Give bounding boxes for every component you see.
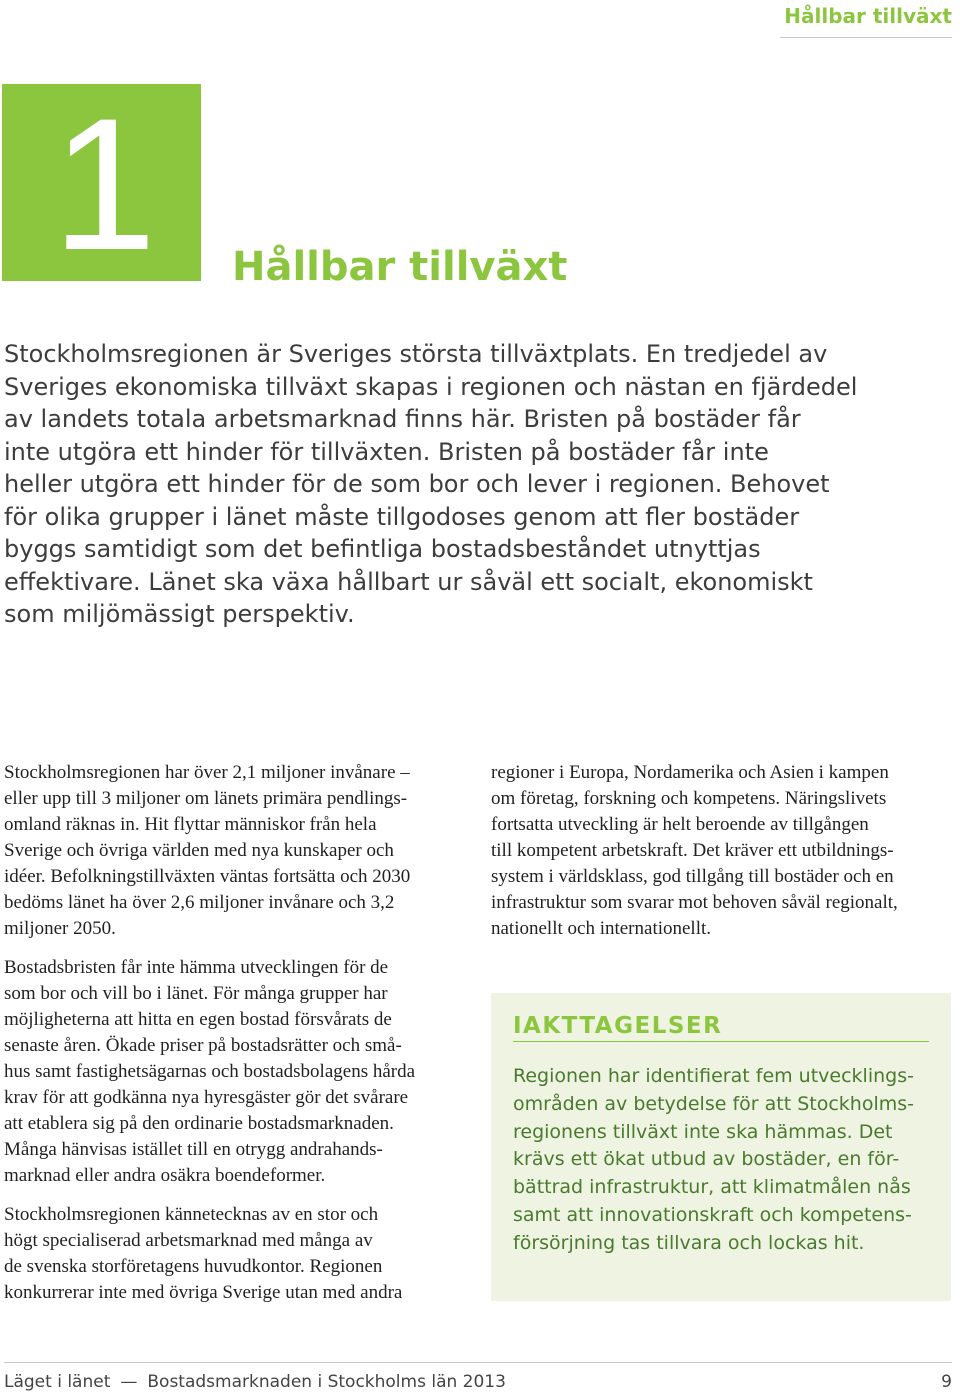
running-header-title: Hållbar tillväxt bbox=[784, 4, 952, 28]
body-line: konkurrerar inte med övriga Sverige utan med andra bbox=[4, 1282, 403, 1303]
body-line: eller upp till 3 miljoner om länets primära pendlings- bbox=[4, 788, 408, 809]
body-line: Sverige och övriga världen med nya kunskaper och bbox=[4, 840, 394, 861]
body-paragraph-competition bbox=[491, 760, 898, 942]
intro-line: som miljömässigt perspektiv. bbox=[4, 600, 355, 628]
body-line: om företag, forskning och kompetens. Näringslivets bbox=[491, 788, 887, 809]
observations-line: bättrad infrastruktur, att klimatmålen nås bbox=[513, 1176, 911, 1199]
body-line: nationellt och internationellt. bbox=[491, 918, 712, 939]
intro-line: inte utgöra ett hinder för tillväxten. Bristen på bostäder får inte bbox=[4, 437, 769, 466]
observations-line: regionens tillväxt inte ska hämmas. Det bbox=[513, 1120, 893, 1143]
intro-line: effektivare. Länet ska växa hållbart ur såväl ett socialt, ekonomiskt bbox=[4, 567, 813, 596]
footer-report-title: Bostadsmarknaden i Stockholms län 2013 bbox=[147, 1372, 506, 1392]
body-paragraph-labour-market bbox=[4, 1202, 402, 1306]
body-line: bedöms länet ha över 2,6 miljoner invånare och 3,2 bbox=[4, 892, 395, 913]
body-line: idéer. Befolkningstillväxten väntas fortsätta och 2030 bbox=[4, 866, 411, 887]
body-line: högt specialiserad arbetsmarknad med många av bbox=[4, 1230, 373, 1251]
observations-line: försörjning tas tillvara och lockas hit. bbox=[513, 1231, 865, 1254]
observations-line: områden av betydelse för att Stockholms- bbox=[513, 1092, 914, 1115]
body-line: Stockholmsregionen har över 2,1 miljoner invånare – bbox=[4, 762, 410, 783]
body-line: regioner i Europa, Nordamerika och Asien i kampen bbox=[491, 762, 889, 783]
observations-box bbox=[491, 993, 951, 1301]
intro-line: heller utgöra ett hinder för de som bor och lever i regionen. Behovet bbox=[4, 470, 830, 498]
body-line: Många hänvisas istället till en otrygg andrahands- bbox=[4, 1139, 383, 1160]
observations-text bbox=[513, 1063, 914, 1258]
intro-line: av landets totala arbetsmarknad finns här. Bristen på bostäder får bbox=[4, 405, 801, 433]
observations-line: samt att innovationskraft och kompetens- bbox=[513, 1203, 912, 1226]
intro-line: Stockholmsregionen är Sveriges största tillväxtplats. En tredjedel av bbox=[4, 340, 828, 368]
body-line: som bor och vill bo i länet. För många grupper har bbox=[4, 983, 388, 1004]
intro-line: byggs samtidigt som det befintliga bostadsbeståndet utnyttjas bbox=[4, 535, 761, 563]
body-line: möjligheterna att hitta en egen bostad försvårats de bbox=[4, 1009, 392, 1030]
body-line: de svenska storföretagens huvudkontor. Regionen bbox=[4, 1256, 383, 1277]
body-paragraph-population bbox=[4, 760, 410, 942]
body-line: infrastruktur som svarar mot behoven såväl regionalt, bbox=[491, 892, 898, 913]
body-line: miljoner 2050. bbox=[4, 918, 116, 939]
intro-paragraph bbox=[4, 338, 858, 631]
body-line: hus samt fastighetsägarnas och bostadsbolagens hårda bbox=[4, 1061, 416, 1082]
body-line: till kompetent arbetskraft. Det kräver ett utbildnings- bbox=[491, 840, 894, 861]
chapter-number: 1 bbox=[52, 84, 151, 281]
body-line: system i världsklass, god tillgång till bostäder och en bbox=[491, 866, 894, 887]
footer-publication: Läget i länet bbox=[4, 1372, 111, 1392]
observations-divider bbox=[513, 1041, 929, 1042]
body-line: marknad eller andra osäkra boendeformer. bbox=[4, 1165, 326, 1186]
intro-line: Sveriges ekonomiska tillväxt skapas i regionen och nästan en fjärdedel bbox=[4, 372, 858, 401]
body-line: att etablera sig på den ordinarie bostadsmarknaden. bbox=[4, 1113, 394, 1134]
body-line: fortsatta utveckling är helt beroende av tillgången bbox=[491, 814, 869, 835]
chapter-number-box bbox=[2, 84, 201, 281]
body-line: omland räknas in. Hit flyttar människor från hela bbox=[4, 814, 377, 835]
body-paragraph-housing-shortage bbox=[4, 955, 415, 1189]
footer-divider bbox=[4, 1362, 952, 1363]
header-divider bbox=[780, 37, 952, 38]
observations-line: krävs ett ökat utbud av bostäder, en för- bbox=[513, 1148, 900, 1171]
page-number: 9 bbox=[941, 1372, 952, 1392]
body-line: Bostadsbristen får inte hämma utvecklingen för de bbox=[4, 957, 389, 978]
body-line: senaste åren. Ökade priser på bostadsrätter och små- bbox=[4, 1035, 402, 1056]
intro-line: för olika grupper i länet måste tillgodoses genom att fler bostäder bbox=[4, 502, 800, 531]
observations-line: Regionen har identifierat fem utvecklings- bbox=[513, 1065, 914, 1087]
chapter-title: Hållbar tillväxt bbox=[232, 244, 568, 290]
footer-separator: — bbox=[120, 1372, 138, 1392]
body-line: Stockholmsregionen kännetecknas av en stor och bbox=[4, 1204, 379, 1225]
page-footer bbox=[4, 1372, 506, 1392]
observations-heading: IAKTTAGELSER bbox=[513, 1013, 723, 1039]
body-line: krav för att godkänna nya hyresgäster gör det svårare bbox=[4, 1087, 409, 1108]
